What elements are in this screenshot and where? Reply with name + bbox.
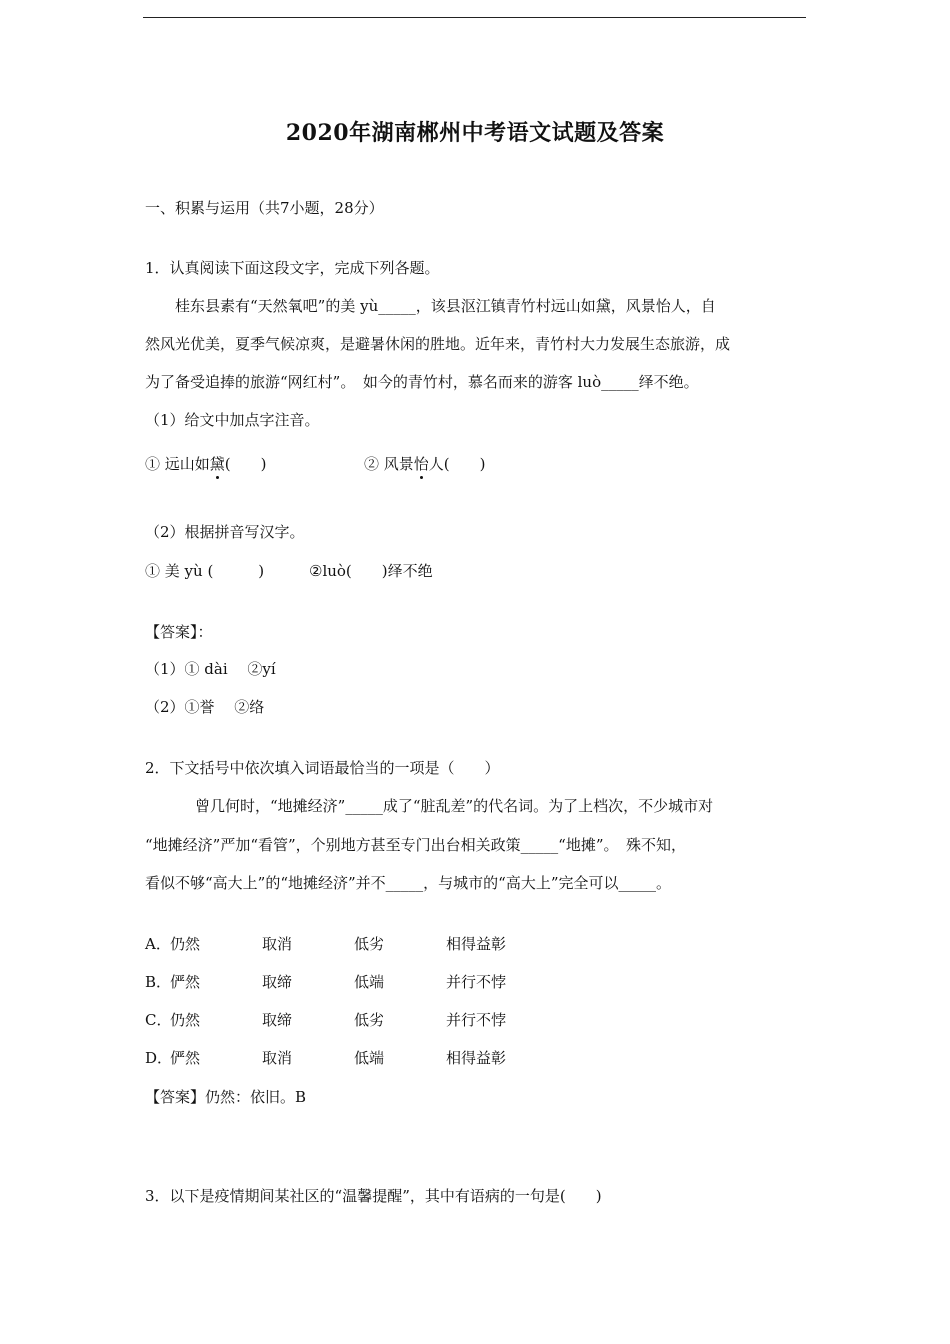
q1-sub2-prompt: （2）根据拼音写汉字。: [145, 523, 305, 541]
section-heading: 一、积累与运用（共7小题，28分）: [145, 199, 384, 217]
q2-para-line-1: 曾几何时，“地摊经济”_____成了“脏乱差”的代名词。为了上档次，不少城市对: [195, 797, 714, 815]
q2-stem: 2．下文括号中依次填入词语最恰当的一项是（ ）: [145, 759, 500, 777]
header-rule: [143, 17, 806, 18]
emphasis-dot-char: 怡: [413, 455, 429, 473]
q1-sub1-item-b: ② 风景怡人( ): [364, 455, 486, 473]
q1-answer-2: （2）①誉 ②络: [145, 698, 265, 716]
q2-para-line-2: “地摊经济”严加“看管”，个别地方甚至专门出台相关政策_____“地摊”。 殊不知，: [145, 836, 687, 854]
q1-sub1-item-a: ① 远山如黛( ): [145, 455, 267, 473]
q1-stem: 1．认真阅读下面这段文字，完成下列各题。: [145, 259, 440, 277]
q1-sub2-item-b: ②luò( )绎不绝: [309, 562, 433, 580]
q2-para-line-3: 看似不够“高大上”的“地摊经济”并不_____，与城市的“高大上”完全可以_____。: [145, 874, 672, 892]
q1-para-line-1: 桂东县素有“天然氧吧”的美 yù_____，该县沤江镇青竹村远山如黛，风景怡人，自: [175, 297, 716, 315]
q1-para-line-2: 然风光优美，夏季气候凉爽，是避暑休闲的胜地。近年来，青竹村大力发展生态旅游，成: [145, 335, 731, 353]
q1-answer-1: （1）① dài ②yí: [145, 660, 276, 678]
q2-answer: 【答案】仍然：依旧。B: [145, 1088, 307, 1106]
q1-sub1-prompt: （1）给文中加点字注音。: [145, 411, 320, 429]
emphasis-dot-char: 黛: [209, 455, 225, 473]
document-title: 2020年湖南郴州中考语文试题及答案: [285, 120, 665, 146]
q1-para-line-3: 为了备受追捧的旅游“网红村”。 如今的青竹村，慕名而来的游客 luò_____绎不绝。: [145, 373, 699, 391]
q3-stem: 3．以下是疫情期间某社区的“温馨提醒”，其中有语病的一句是( ): [145, 1187, 602, 1205]
q1-answer-label: 【答案】：: [145, 623, 213, 641]
q1-sub2-item-a: ① 美 yù ( ): [145, 562, 265, 580]
